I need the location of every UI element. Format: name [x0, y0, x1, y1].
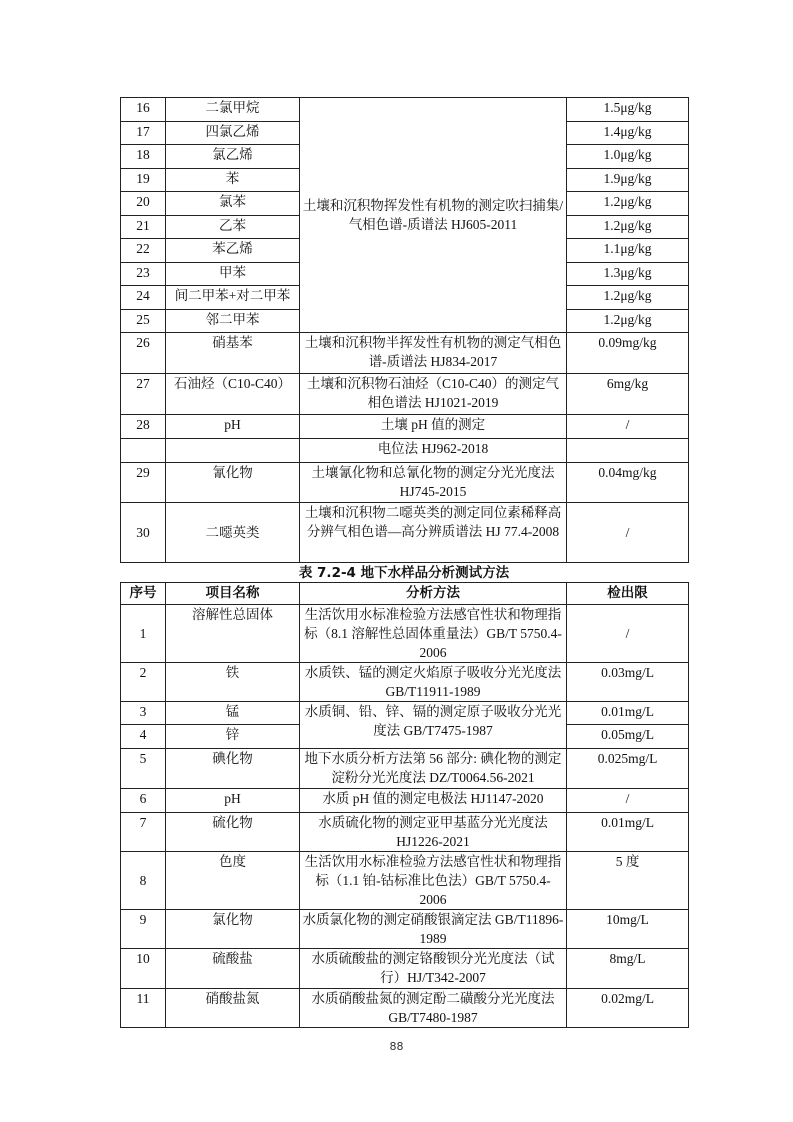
table-caption: 表 7.2-4 地下水样品分析测试方法	[298, 565, 510, 581]
table-row	[121, 503, 689, 563]
item-name: 硝酸盐氮	[166, 989, 300, 1028]
item-name: 苯乙烯	[166, 239, 300, 263]
item-name: pH	[166, 789, 300, 813]
table-row	[121, 789, 689, 813]
header-row	[121, 583, 689, 605]
row-number: 7	[121, 813, 166, 852]
analysis-method: 土壤 pH 值的测定	[300, 415, 567, 439]
item-name: 邻二甲苯	[166, 309, 300, 333]
table-row	[121, 749, 689, 789]
item-name: 间二甲苯+对二甲苯	[166, 286, 300, 310]
detection-limit: 0.025mg/L	[567, 749, 689, 789]
item-name: 氰化物	[166, 463, 300, 503]
table-row	[121, 605, 689, 663]
item-name: pH	[166, 415, 300, 439]
item-name: 溶解性总固体	[166, 605, 300, 663]
row-number: 9	[121, 910, 166, 949]
analysis-method: 水质铁、锰的测定火焰原子吸收分光光度法 GB/T11911-1989	[300, 663, 567, 702]
detection-limit: 0.01mg/L	[567, 702, 689, 725]
detection-limit: 6mg/kg	[567, 374, 689, 415]
analysis-method: 水质硫酸盐的测定铬酸钡分光光度法（试行）HJ/T342-2007	[300, 949, 567, 989]
analysis-method: 电位法 HJ962-2018	[300, 439, 567, 463]
item-name: 色度	[166, 852, 300, 910]
detection-limit: 10mg/L	[567, 910, 689, 949]
row-number: 3	[121, 702, 166, 725]
detection-limit: 0.01mg/L	[567, 813, 689, 852]
table-row	[121, 949, 689, 989]
row-number: 5	[121, 749, 166, 789]
analysis-method: 土壤和沉积物二噁英类的测定同位素稀释高分辨气相色谱—高分辨质谱法 HJ 77.4-2008	[300, 503, 567, 563]
detection-limit: 1.9μg/kg	[567, 168, 689, 192]
header-limit: 检出限	[567, 583, 689, 605]
detection-limit: 1.0μg/kg	[567, 145, 689, 169]
row-number: 29	[121, 463, 166, 503]
item-name: 碘化物	[166, 749, 300, 789]
detection-limit: 0.02mg/L	[567, 989, 689, 1028]
analysis-method: 生活饮用水标准检验方法感官性状和物理指标（1.1 铂-钴标准比色法）GB/T 5750.4-2006	[300, 852, 567, 910]
item-name: 四氯乙烯	[166, 121, 300, 145]
row-number: 27	[121, 374, 166, 415]
soil-analysis-table	[120, 97, 689, 563]
header-name: 项目名称	[166, 583, 300, 605]
detection-limit: 8mg/L	[567, 949, 689, 989]
groundwater-analysis-table	[120, 582, 689, 1028]
header-no: 序号	[121, 583, 166, 605]
detection-limit: 1.1μg/kg	[567, 239, 689, 263]
detection-limit: 1.5μg/kg	[567, 98, 689, 122]
table-row	[121, 98, 689, 122]
detection-limit: /	[567, 605, 689, 663]
detection-limit: 1.4μg/kg	[567, 121, 689, 145]
detection-limit: 0.04mg/kg	[567, 463, 689, 503]
item-name: 苯	[166, 168, 300, 192]
detection-limit: 1.2μg/kg	[567, 215, 689, 239]
row-number: 10	[121, 949, 166, 989]
item-name: 硝基苯	[166, 333, 300, 374]
row-number: 8	[121, 852, 166, 910]
item-name: 乙苯	[166, 215, 300, 239]
detection-limit: 1.3μg/kg	[567, 262, 689, 286]
item-name: 氯苯	[166, 192, 300, 216]
analysis-method: 土壤和沉积物半挥发性有机物的测定气相色谱-质谱法 HJ834-2017	[300, 333, 567, 374]
row-number	[121, 439, 166, 463]
detection-limit: 0.03mg/L	[567, 663, 689, 702]
row-number: 18	[121, 145, 166, 169]
row-number: 21	[121, 215, 166, 239]
analysis-method: 水质硝酸盐氮的测定酚二磺酸分光光度法 GB/T7480-1987	[300, 989, 567, 1028]
row-number: 16	[121, 98, 166, 122]
row-number: 24	[121, 286, 166, 310]
row-number: 17	[121, 121, 166, 145]
analysis-method: 水质氯化物的测定硝酸银滴定法 GB/T11896-1989	[300, 910, 567, 949]
detection-limit: 5 度	[567, 852, 689, 910]
table-row	[121, 989, 689, 1028]
item-name: 氯乙烯	[166, 145, 300, 169]
item-name: 石油烃（C10-C40）	[166, 374, 300, 415]
detection-limit: 1.2μg/kg	[567, 286, 689, 310]
detection-limit: /	[567, 503, 689, 563]
row-number: 22	[121, 239, 166, 263]
item-name: 二噁英类	[166, 503, 300, 563]
header-method: 分析方法	[300, 583, 567, 605]
item-name: 锌	[166, 725, 300, 749]
analysis-method: 土壤氰化物和总氰化物的测定分光光度法 HJ745-2015	[300, 463, 567, 503]
item-name: 硫酸盐	[166, 949, 300, 989]
item-name: 二氯甲烷	[166, 98, 300, 122]
row-number: 11	[121, 989, 166, 1028]
table-row	[121, 813, 689, 852]
item-name: 甲苯	[166, 262, 300, 286]
detection-limit: 1.2μg/kg	[567, 192, 689, 216]
analysis-method: 土壤和沉积物石油烃（C10-C40）的测定气相色谱法 HJ1021-2019	[300, 374, 567, 415]
analysis-method: 生活饮用水标准检验方法感官性状和物理指标（8.1 溶解性总固体重量法）GB/T 5750.4-2006	[300, 605, 567, 663]
analysis-method: 水质 pH 值的测定电极法 HJ1147-2020	[300, 789, 567, 813]
item-name	[166, 439, 300, 463]
page-number: 88	[389, 1040, 404, 1053]
row-number: 23	[121, 262, 166, 286]
table-row	[121, 910, 689, 949]
item-name: 铁	[166, 663, 300, 702]
analysis-method: 土壤和沉积物挥发性有机物的测定吹扫捕集/气相色谱-质谱法 HJ605-2011	[300, 98, 567, 333]
table-row	[121, 374, 689, 415]
row-number: 4	[121, 725, 166, 749]
analysis-method: 水质硫化物的测定亚甲基蓝分光光度法 HJ1226-2021	[300, 813, 567, 852]
item-name: 锰	[166, 702, 300, 725]
table-row	[121, 463, 689, 503]
table-row	[121, 702, 689, 725]
row-number: 2	[121, 663, 166, 702]
row-number: 6	[121, 789, 166, 813]
table-row	[121, 852, 689, 910]
detection-limit: 0.05mg/L	[567, 725, 689, 749]
table-row	[121, 415, 689, 439]
row-number: 1	[121, 605, 166, 663]
row-number: 28	[121, 415, 166, 439]
table-row	[121, 663, 689, 702]
detection-limit: /	[567, 789, 689, 813]
detection-limit	[567, 439, 689, 463]
row-number: 19	[121, 168, 166, 192]
row-number: 25	[121, 309, 166, 333]
table-row	[121, 439, 689, 463]
row-number: 20	[121, 192, 166, 216]
analysis-method: 水质铜、铅、锌、镉的测定原子吸收分光光度法 GB/T7475-1987	[300, 702, 567, 749]
row-number: 30	[121, 503, 166, 563]
detection-limit: 1.2μg/kg	[567, 309, 689, 333]
table-row	[121, 333, 689, 374]
detection-limit: 0.09mg/kg	[567, 333, 689, 374]
item-name: 氯化物	[166, 910, 300, 949]
detection-limit: /	[567, 415, 689, 439]
analysis-method: 地下水质分析方法第 56 部分: 碘化物的测定淀粉分光光度法 DZ/T0064.56-2021	[300, 749, 567, 789]
row-number: 26	[121, 333, 166, 374]
item-name: 硫化物	[166, 813, 300, 852]
